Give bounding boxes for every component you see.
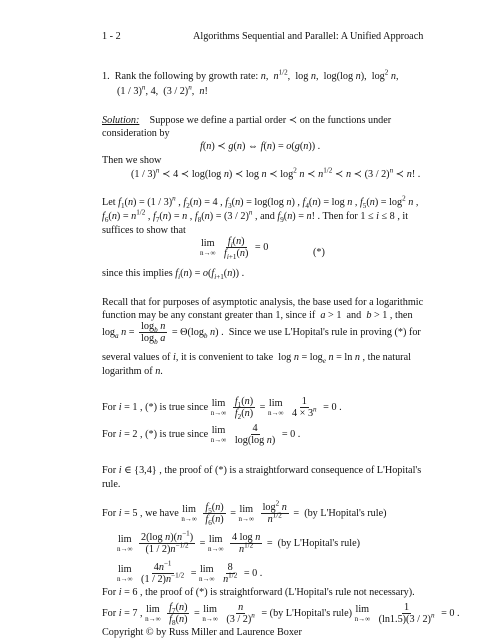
problem-line-2: (1 / 3)$^n$, 4, (3 / 2)$^n$, n!: [117, 83, 208, 97]
recall-line-3: $\log_a n$ = $\frac{\log_b n}{\log_b a}$ = $\Theta(\log_b$ n) . Since we use L'Hopital's rule in proving (*) for: [102, 321, 421, 347]
star-limit-equation: lim n→∞ $\frac{f_i(n)}{f_{i+1}(n)}$ = 0: [200, 236, 269, 262]
recall-line-4: several values of i, it is convenient to take $\log n = \log_e n = \ln n$ , the natural: [102, 352, 411, 366]
let-line-1: Let $f_1(n) = (1 / 3)^n$ , $f_2(n) = 4$ , $f_3(n) = \log(\log$ n) , $f_4(n) = \log n$ , $f_5(n) = \log^2 n$ ,: [102, 194, 419, 211]
then-we-show: Then we show: [102, 155, 162, 166]
case-i-7: For i = 7 , lim n→∞ $\frac{f_7(n)}{f_8(n)}$ = lim n→∞ $\frac{n}{(3 / 2)^n}$ = (by L'Hopital's rule) lim n→∞ $\frac{1}{(\ln 1.5)(3 / 2)^n}$ = 0 .: [102, 602, 460, 628]
solution-intro-line-2: consideration by: [102, 128, 170, 139]
solution-intro-line-1: Solution: Suppose we define a partial order ≺ on the functions under: [102, 115, 392, 126]
case-i-3-4-line-1: For i ∈ {3,4} , the proof of (*) is a straightforward consequence of L'Hopital's: [102, 465, 422, 476]
star-marker: (*): [313, 247, 325, 258]
problem-number: 1.: [102, 71, 110, 82]
since-implies: since this implies $f_i(n) = o(f_{i+1}(n))$ .: [102, 268, 245, 282]
growth-chain: (1 / 3)$^n$ ≺ 4 ≺ log(log n) ≺ log n ≺ $\log^2 n$ ≺ $n^{1/2}$ ≺ n ≺ (3 / 2)$^n$ ≺ n! .: [131, 166, 421, 180]
case-i-6: For i = 6 , the proof of (*) is straightforward (L'Hopital's rule not necessary).: [102, 587, 415, 598]
case-i-5-line-1: For i = 5 , we have lim n→∞ $\frac{f_5(n)}{f_6(n)}$ = lim n→∞ $\frac{\log^2 n}{n^{1/2}}$ = (by L'Hopital's rule): [102, 499, 387, 528]
recall-line-1: Recall that for purposes of asymptotic analysis, the base used for a logarithmic: [102, 297, 424, 308]
recall-line-5: logarithm of n.: [102, 366, 163, 377]
case-i-2: For i = 2 , (*) is true since lim n→∞ $\frac{4}{\text{log(log n)}}$ = 0 .: [102, 423, 301, 446]
case-i-1: For i = 1 , (*) is true since lim n→∞ $\frac{f_1(n)}{f_2(n)}$ = lim n→∞ $\frac{1}{4 \times 3^n}$ = 0 .: [102, 396, 342, 422]
let-line-2: $f_6(n) = n^{1/2}$ , $f_7(n) = n$ , $f_8(n) = (3 / 2)^n$ , and $f_9(n) = n$! . Then for 1 ≤ i ≤ 8 , it: [102, 208, 409, 225]
footer-copyright: Copyright © by Russ Miller and Laurence Boxer: [102, 627, 302, 638]
running-title: Algorithms Sequential and Parallel: A Unified Approach: [193, 31, 424, 42]
case-i-3-4-line-2: rule.: [102, 479, 121, 490]
case-i-5-line-2: lim n→∞ $\frac{2(\log n)(n^{-1})}{(1 / 2)n^{-1/2}}$ = lim n→∞ $\frac{\text{4 log n}}{n^{1/2}}$ = (by L'Hopital's rule): [117, 529, 361, 555]
page-number: 1 - 2: [102, 31, 121, 42]
problem-line-1: 1. Rank the following by growth rate: n, $n^{1/2}$, log n, log(log n), $\log^2 n$,: [102, 68, 399, 82]
recall-line-2: function may be any constant greater than 1, since if a > 1 and b > 1 , then: [102, 310, 413, 321]
solution-label: Solution:: [102, 115, 140, 126]
partial-order-definition: f(n) ≺ g(n) ⇔ f(n) = o(g(n)) .: [200, 141, 321, 152]
case-i-5-line-3: lim n→∞ $\frac{4n^{-1}}{(1 / 2)n^{-1/2}}$ = lim n→∞ $\frac{8}{n^{1/2}}$ = 0 .: [117, 559, 263, 585]
suffices-line: suffices to show that: [102, 225, 186, 236]
